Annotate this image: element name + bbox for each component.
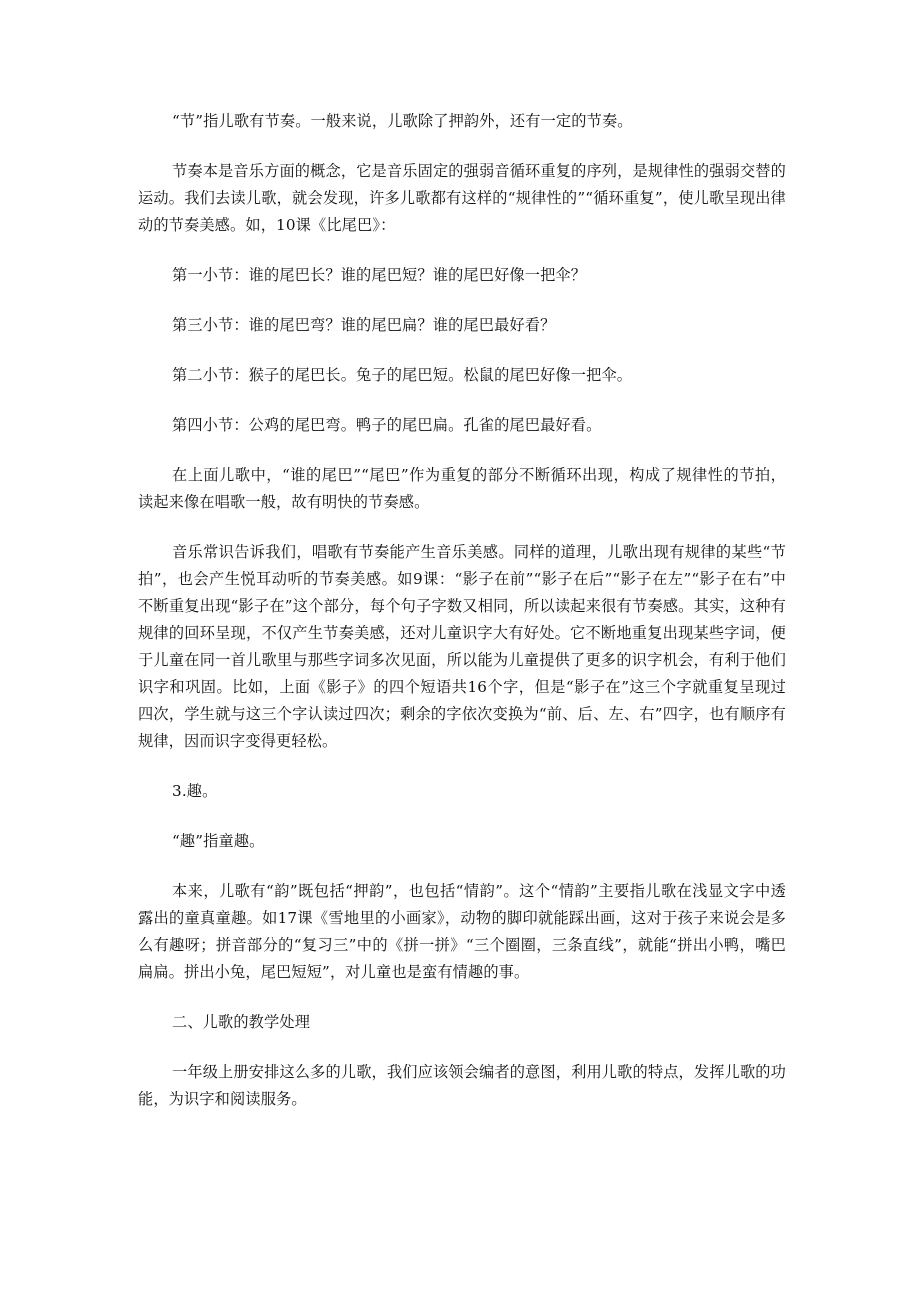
paragraph-teaching-intent: 一年级上册安排这么多的儿歌，我们应该领会编者的意图，利用儿歌的特点，发挥儿歌的功能，为识字和阅读服务。 <box>138 1063 786 1108</box>
section-heading-teaching: 二、儿歌的教学处理 <box>172 1013 311 1031</box>
section-heading-fun: 3.趣。 <box>172 782 218 800</box>
paragraph-music-common-sense: 音乐常识告诉我们，唱歌有节奏能产生音乐美感。同样的道理，儿歌出现有规律的某些“节拍”，也会产生悦耳动听的节奏美感。如9课：“影子在前”“影子在后”“影子在左”“影子在右”中不断重复出现“影子在”这个部分，每个句子字数又相同，所以读起来很有节奏感。其实，这种有规律的回环呈现，不仅产生节奏美感，还对儿童识字大有好处。它不断地重复出现某些字词，便于儿童在同一首儿歌里与那些字词多次见面，所以能为儿童提供了更多的识字机会，有利于他们识字和巩固。比如，上面《影子》的四个短语共16个字，但是“影子在”这三个字就重复呈现过四次，学生就与这三个字认读过四次；剩余的字依次变换为“前、后、左、右”四字，也有顺序有规律，因而识字变得更轻松。 <box>138 543 786 750</box>
paragraph-verse-1: 第一小节：谁的尾巴长？谁的尾巴短？谁的尾巴好像一把伞？ <box>172 266 587 284</box>
paragraph-repetition-analysis: 在上面儿歌中，“谁的尾巴”“尾巴”作为重复的部分不断循环出现，构成了规律性的节拍，读起来像在唱歌一般，故有明快的节奏感。 <box>138 466 786 511</box>
paragraph-verse-4: 第四小节：公鸡的尾巴弯。鸭子的尾巴扁。孔雀的尾巴最好看。 <box>172 416 602 434</box>
paragraph-verse-2: 第二小节：猴子的尾巴长。兔子的尾巴短。松鼠的尾巴好像一把伞。 <box>172 366 633 384</box>
paragraph-rhyme-emotion: 本来，儿歌有“韵”既包括“押韵”，也包括“情韵”。这个“情韵”主要指儿歌在浅显文字中透露出的童真童趣。如17课《雪地里的小画家》，动物的脚印就能踩出画，这对于孩子来说会是多么有趣呀；拼音部分的“复习三”中的《拼一拼》“三个圈圈，三条直线”，就能“拼出小鸭，嘴巴扁扁。拼出小兔，尾巴短短”，对儿童也是蛮有情趣的事。 <box>138 882 786 981</box>
paragraph-rhythm-concept: 节奏本是音乐方面的概念，它是音乐固定的强弱音循环重复的序列，是规律性的强弱交替的运动。我们去读儿歌，就会发现，许多儿歌都有这样的“规律性的”“循环重复”，使儿歌呈现出律动的节奏美感。如，10课《比尾巴》： <box>138 162 786 234</box>
paragraph-rhythm-intro: “节”指儿歌有节奏。一般来说，儿歌除了押韵外，还有一定的节奏。 <box>172 112 633 130</box>
document-body <box>138 108 786 1113</box>
paragraph-verse-3: 第三小节：谁的尾巴弯？谁的尾巴扁？谁的尾巴最好看？ <box>172 316 556 334</box>
paragraph-fun-definition: “趣”指童趣。 <box>172 832 265 850</box>
